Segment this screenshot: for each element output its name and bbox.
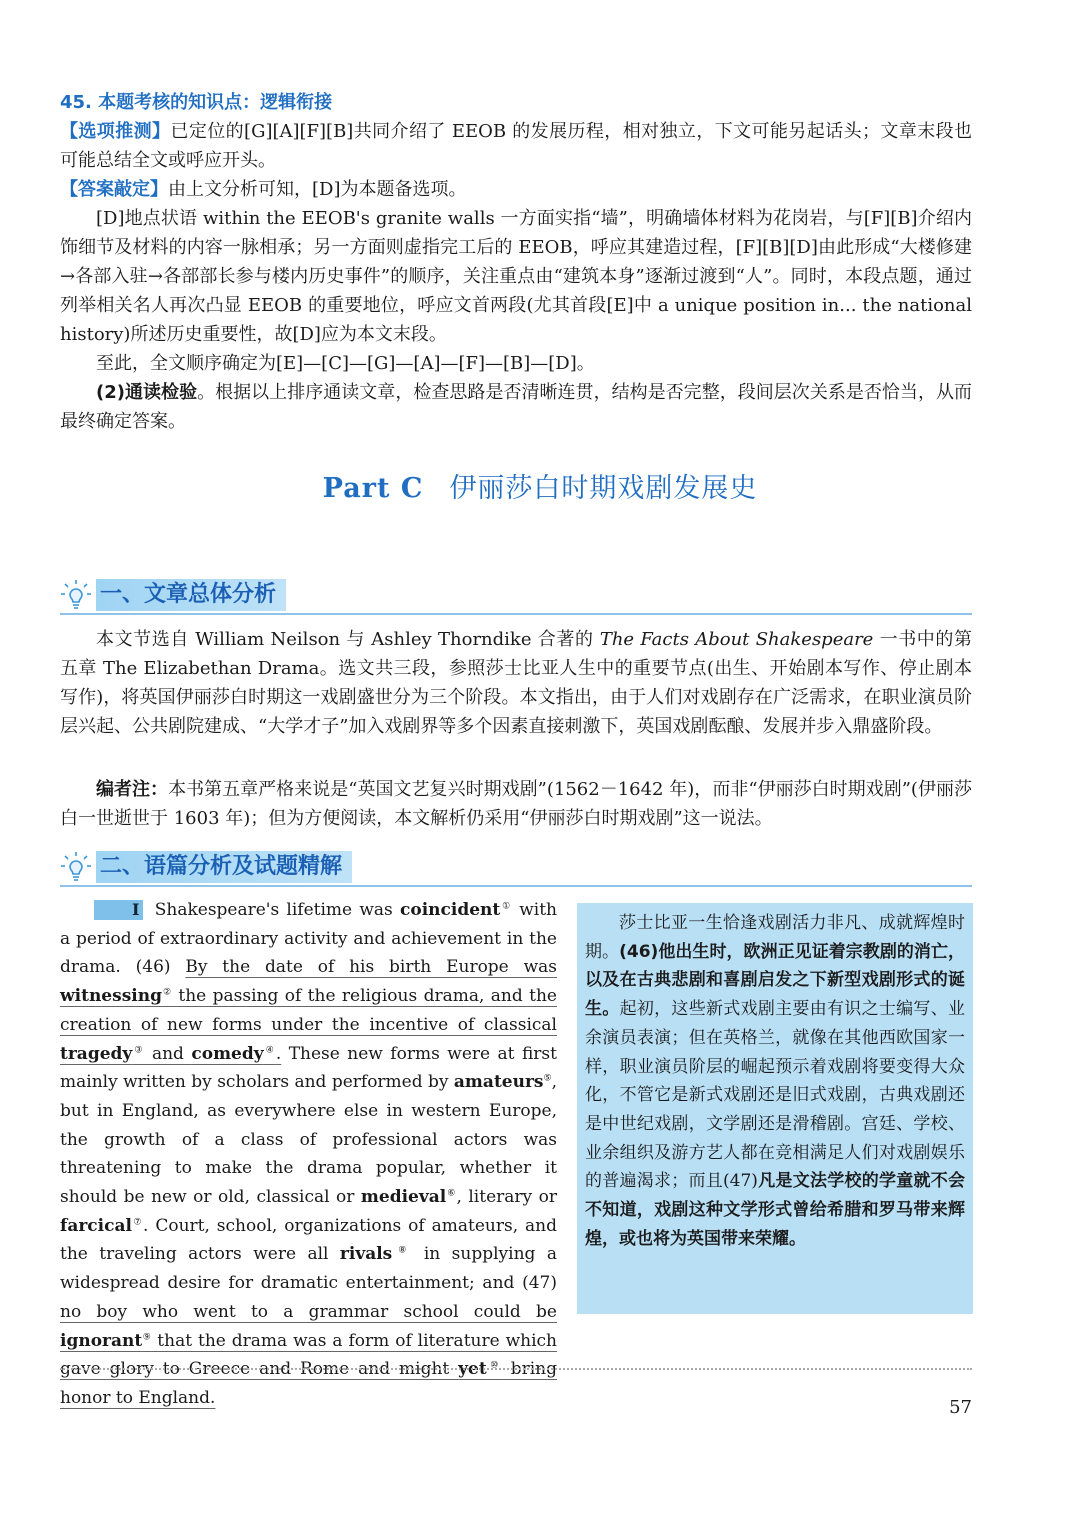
chinese-translation-box: 莎士比亚一生恰逢戏剧活力非凡、成就辉煌时期。(46)他出生时，欧洲正见证着宗教剧的消亡，以及在古典悲剧和喜剧启发之下新型戏剧形式的诞生。起初，这些新式戏剧主要由有识之士编写、业余演员表演；但在英格兰，就像在其他西欧国家一样，职业演员阶层的崛起预示着戏剧将要变得大众化，不管它是新式戏剧还是旧式戏剧，古典戏剧还是中世纪戏剧，文学剧还是滑稽剧。宫廷、学校、业余组织及游方艺人都在竞相满足人们对戏剧娱乐的普遍渴求；而且(47)凡是文法学校的学童就不会不知道，戏剧这种文学形式曾给希腊和罗马带来辉煌，或也将为英国带来荣耀。 (577, 903, 973, 1314)
sentence-47: no boy who went to a grammar school could be ignorant⑨ that the drama was a form of literature which gave glory to Greece and Rome and might yet⑩ bring honor to England. (60, 1301, 558, 1408)
english-passage: I Shakespeare's lifetime was coincident① with a period of extraordinary activity and achievement in the drama. (46) By the date of his birth Europe was witnessing② the passing of the religious drama, and the creation of new forms under the incentive of classical tragedy③ and comedy④. These new forms were at first mainly written by scholars and performed by amateurs⑤, but in England, as everywhere else in western Europe, the growth of a class of professional actors was threatening to make the drama popular, whether it should be new or old, classical or medieval⑥, literary or farcical⑦. Court, school, organizations of amateurs, and the traveling actors were all rivals⑧ in supplying a widespread desire for dramatic entertainment; and (47) no boy who went to a grammar school could be ignorant⑨ that the drama was a form of literature which gave glory to Greece and Rome and might yet⑩ bring honor to England. (60, 900, 558, 1408)
book-title: The Facts About Shakespeare (599, 629, 874, 650)
page-number: 57 (949, 1397, 972, 1418)
option-guess-paragraph: 【选项推测】已定位的[G][A][F][B]共同介绍了 EEOB 的发展历程，相对独立，下文可能另起话头；文章末段也可能总结全文或呼应开头。 (60, 121, 973, 171)
q45-title: 45. 本题考核的知识点：逻辑衔接 (60, 92, 333, 113)
paragraph-d-analysis: [D]地点状语 within the EEOB's granite walls 一方面实指“墙”，明确墙体材料为花岗岩，与[F][B]介绍内饰细节及材料的内容一脉相承；另一方面则虚指完工后的 EEOB，呼应其建造过程，[F][B][D]由此形成“大楼修建→各部入驻→各部部长参与楼内历史事件”的顺序，关注重点由“建筑本身”逐渐过渡到“人”。同时，本段点题，通过列举相关名人再次凸显 EEOB 的重要地位，呼应文首两段(尤其首段[E]中 a unique position in... the national history)所述历史重要性，故[D]应为本文末段。 (60, 208, 972, 345)
answer-paragraph: 【答案敲定】由上文分析可知，[D]为本题备选项。 (60, 179, 467, 200)
translation-46: (46)他出生时，欧洲正见证着宗教剧的消亡，以及在古典悲剧和喜剧启发之下新型戏剧形式的诞生。 (585, 941, 966, 1020)
option-guess-tag: 【选项推测】 (60, 121, 171, 142)
paragraph-number-badge: I (94, 900, 143, 920)
overview-paragraph: 本文节选自 William Neilson 与 Ashley Thorndike 合著的 The Facts About Shakespeare 一书中的第五章 The Elizabethan Drama。选文共三段，参照莎士比亚人生中的重要节点(出生、开始剧本写作、停止剧本写作)，将英国伊丽莎白时期这一戏剧盛世分为三个阶段。本文指出，由于人们对戏剧存在广泛需求，在职业演员阶层兴起、公共剧院建成、“大学才子”加入戏剧界等多个因素直接刺激下，英国戏剧酝酿、发展并步入鼎盛阶段。 (60, 629, 972, 737)
editor-note-label: 编者注： (96, 779, 169, 800)
lightbulb-icon (60, 579, 92, 611)
sentence-46: By the date of his birth Europe was witnessing② the passing of the religious drama, and the creation of new forms under the incentive of classical tragedy③ and comedy④. (60, 957, 557, 1064)
section-2-title: 二、语篇分析及试题精解 (96, 851, 352, 883)
editor-note: 编者注：本书第五章严格来说是“英国文艺复兴时期戏剧”(1562－1642 年)，而非“伊丽莎白时期戏剧”(伊丽莎白一世逝世于 1603 年)；但为方便阅读，本文解析仍采用“伊丽莎白时期戏剧”这一说法。 (60, 779, 972, 829)
part-c-heading (0, 466, 1080, 505)
part-c-title: 伊丽莎白时期戏剧发展史 (449, 473, 758, 504)
read-check-paragraph: (2)通读检验。根据以上排序通读文章，检查思路是否清晰连贯，结构是否完整，段间层次关系是否恰当，从而最终确定答案。 (60, 382, 972, 432)
read-check-label: (2)通读检验 (96, 382, 198, 403)
section-2-header (60, 849, 972, 887)
final-order: 至此，全文顺序确定为[E]—[C]—[G]—[A]—[F]—[B]—[D]。 (96, 353, 595, 374)
translation-47: 凡是文法学校的学童就不会不知道，戏剧这种文学形式曾给希腊和罗马带来辉煌，或也将为英国带来荣耀。 (585, 1171, 965, 1249)
section-1-title: 一、文章总体分析 (96, 579, 286, 611)
section-1-header (60, 577, 972, 615)
lightbulb-icon (60, 851, 92, 883)
dotted-divider (60, 1368, 972, 1370)
answer-tag: 【答案敲定】 (60, 179, 168, 200)
part-c-label: Part C (322, 473, 424, 504)
